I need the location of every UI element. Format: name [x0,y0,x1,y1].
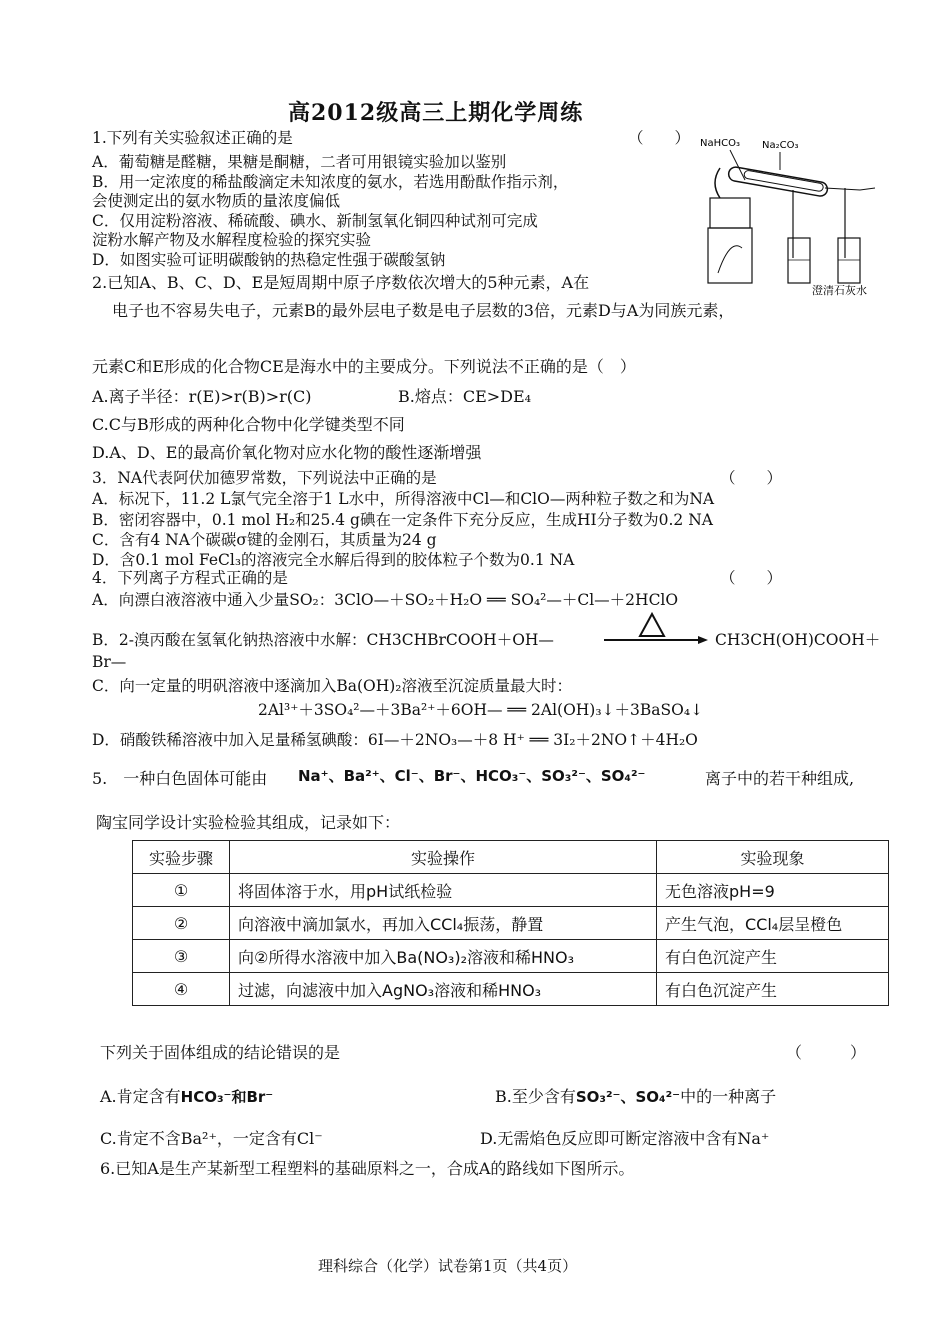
nahco3-label: NaHCO₃ [700,138,740,149]
operation-cell: 将固体溶于水，用pH试纸检验 [230,874,657,907]
q4-answer-paren: （ ） [720,569,783,587]
q2-option-a: A.离子半径：r(E)>r(B)>r(C) [92,387,312,406]
q5-ion-list: Na⁺、Ba²⁺、Cl⁻、Br⁻、HCO₃⁻、SO₃²⁻、SO₄²⁻ [298,767,646,785]
q5-option-b-ions: SO₃²⁻、SO₄²⁻ [575,1088,681,1106]
q2-stem-line1: 2.已知A、B、C、D、E是短周期中原子序数依次增大的5种元素，A在 [92,273,590,292]
q1-answer-paren: （ ） [628,129,691,147]
na2co3-label: Na₂CO₃ [762,140,799,151]
q5-answer-paren: （ ） [786,1043,867,1062]
table-row [133,940,889,973]
page-title: 高2012级高三上期化学周练 [288,100,584,126]
q4-stem: 4．下列离子方程式正确的是 [92,569,288,587]
q4-option-b-right: CH3CH(OH)COOH＋ [715,631,881,649]
q1-option-d: D．如图实验可证明碳酸钠的热稳定性强于碳酸氢钠 [92,251,446,269]
apparatus-figure [700,128,885,298]
phenomenon-cell: 有白色沉淀产生 [657,940,889,973]
q3-answer-paren: （ ） [720,469,783,487]
q5-option-a-ions: HCO₃⁻和Br⁻ [180,1088,274,1106]
step-cell: ③ [133,940,230,973]
q3-option-c: C．含有4 NA个碳碳σ键的金刚石，其质量为24 g [92,531,437,549]
q5-stem-line1-tail: 离子中的若干种组成, [705,769,855,788]
q5-option-d: D.无需焰色反应即可断定溶液中含有Na⁺ [480,1129,770,1148]
col-step: 实验步骤 [133,841,230,874]
q3-option-d: D．含0.1 mol FeCl₃的溶液完全水解后得到的胶体粒子个数为0.1 NA [92,551,575,569]
q4-option-b-left: B．2-溴丙酸在氢氧化钠热溶液中水解：CH3CHBrCOOH＋OH— [92,631,554,649]
operation-cell: 向溶液中滴加氯水，再加入CCl₄振荡，静置 [230,907,657,940]
q1-stem: 1.下列有关实验叙述正确的是 [92,129,293,147]
q5-stem-line1: 5. 一种白色固体可能由 [92,769,268,788]
limewater-label: 澄清石灰水 [812,284,867,297]
q5-option-b-text: B.至少含有 [495,1087,576,1106]
q3-stem: 3．NA代表阿伏加德罗常数，下列说法中正确的是 [92,469,437,487]
q1-option-a: A．葡萄糖是醛糖，果糖是酮糖，二者可用银镜实验加以鉴别 [92,153,507,171]
q4-option-d: D．硝酸铁稀溶液中加入足量稀氢碘酸：6I—＋2NO₃—＋8 H⁺ ══ 3I₂＋2NO↑＋4H₂O [92,731,698,749]
q6-stem: 6.已知A是生产某新型工程塑料的基础原料之一，合成A的路线如下图所示。 [100,1159,635,1178]
q2-option-c: C.C与B形成的两种化合物中化学键类型不同 [92,415,405,434]
q5-stem2: 下列关于固体组成的结论错误的是 [100,1043,341,1062]
q2-option-d: D.A、D、E的最高价氧化物对应水化物的酸性逐渐增强 [92,443,482,462]
step-cell: ④ [133,973,230,1006]
q1-option-b-line2: 会使测定出的氨水物质的量浓度偏低 [92,192,341,210]
q5-option-c: C.肯定不含Ba²⁺，一定含有Cl⁻ [100,1129,323,1148]
q5-option-b [495,1086,776,1108]
q4-option-a: A．向漂白液溶液中通入少量SO₂：3ClO—＋SO₂＋H₂O ══ SO₄²—＋Cl—＋2HClO [92,591,679,609]
table-row [133,874,889,907]
phenomenon-cell: 产生气泡，CCl₄层呈橙色 [657,907,889,940]
experiment-table [132,840,889,1006]
q1-option-c-line1: C．仅用淀粉溶液、稀硫酸、碘水、新制氢氧化铜四种试剂可完成 [92,212,538,230]
operation-cell: 过滤，向滤液中加入AgNO₃溶液和稀HNO₃ [230,973,657,1006]
phenomenon-cell: 有白色沉淀产生 [657,973,889,1006]
q2-stem-line2: 电子也不容易失电子，元素B的最外层电子数是电子层数的3倍，元素D与A为同族元素， [112,301,735,320]
q1-option-b-line1: B．用一定浓度的稀盐酸滴定未知浓度的氨水，若选用酚酞作指示剂， [92,173,569,191]
q5-stem-line2: 陶宝同学设计实验检验其组成，记录如下： [96,813,401,832]
col-operation: 实验操作 [230,841,657,874]
table-header-row [133,841,889,874]
q4-option-b-cont: Br— [92,653,127,671]
operation-cell: 向②所得水溶液中加入Ba(NO₃)₂溶液和稀HNO₃ [230,940,657,973]
phenomenon-cell: 无色溶液pH=9 [657,874,889,907]
heat-reaction-arrow [604,610,709,650]
table-row [133,907,889,940]
q5-option-b-tail: 中的一种离子 [680,1087,777,1106]
q4-option-c-equation: 2Al³⁺＋3SO₄²—＋3Ba²⁺＋6OH— ══ 2Al(OH)₃↓＋3BaSO₄↓ [258,701,704,719]
q5-option-a [100,1086,273,1108]
q4-option-c: C．向一定量的明矾溶液中逐滴加入Ba(OH)₂溶液至沉淀质量最大时： [92,677,573,695]
q3-option-b: B．密闭容器中，0.1 mol H₂和25.4 g碘在一定条件下充分反应，生成HI分子数为0.2 NA [92,511,713,529]
q3-option-a: A．标况下，11.2 L氯气完全溶于1 L水中，所得溶液中Cl—和ClO—两种粒子数之和为NA [92,490,715,508]
q2-option-b: B.熔点：CE>DE₄ [398,387,532,406]
q2-stem-line3: 元素C和E形成的化合物CE是海水中的主要成分。下列说法不正确的是（ ） [92,357,636,376]
step-cell: ① [133,874,230,907]
q1-option-c-line2: 淀粉水解产物及水解程度检验的探究实验 [92,231,372,249]
step-cell: ② [133,907,230,940]
q5-option-a-text: A.肯定含有 [100,1087,181,1106]
col-phenomenon: 实验现象 [657,841,889,874]
table-row [133,973,889,1006]
page-footer: 理科综合（化学）试卷第1页（共4页） [318,1257,578,1275]
